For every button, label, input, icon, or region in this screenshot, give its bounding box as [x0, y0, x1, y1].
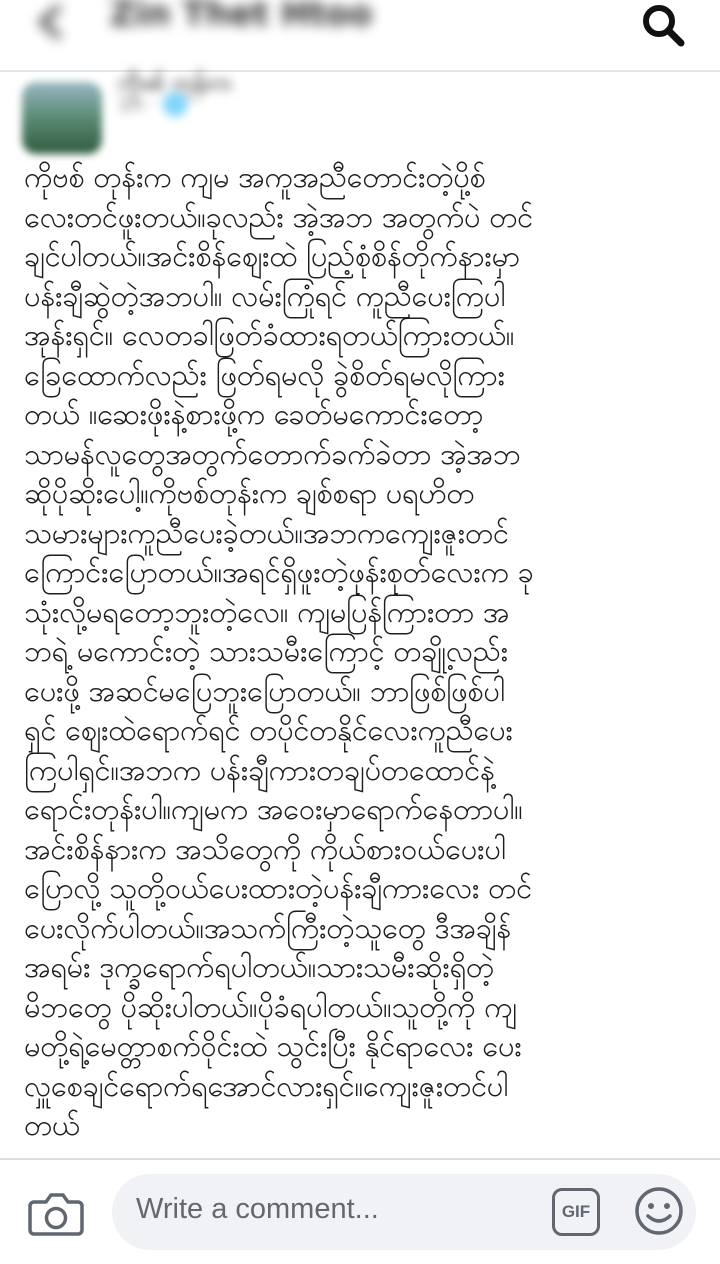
- gif-button[interactable]: GIF: [552, 1188, 600, 1236]
- avatar[interactable]: [22, 82, 102, 154]
- emoji-icon[interactable]: [632, 1184, 686, 1238]
- post-author[interactable]: ကိုဖစ် တုန်းက: [118, 71, 233, 96]
- post-body-text: ကိုဗစ် တုန်းက ကျမ အကူအညီတောင်းတဲ့ပို့စ် လေးတင်ဖူးတယ်။ခုလည်း အဲ့အဘ အတွက်ပဲ တင် ချင်ပါတယ်။အင်းစိန်ဈေးထဲ ပြည့်စုံစိန်တိုက်နားမှာ ပန်းချီဆွဲတဲ့အဘပါ။ လမ်းကြုံရင် ကူညီပေးကြပါ အုန်းရှင်။ လေတခါဖြတ်ခံထားရတယ်ကြားတယ်။ ခြေထောက်လည်း ဖြတ်ရမလို ခွဲစိတ်ရမလိုကြား တယ် ။ဆေးဖိုးနဲ့စားဖို့က ခေတ်မကောင်းတော့ သာမန်လူတွေအတွက်တောက်ခက်ခဲတာ အဲ့အဘ ဆိုပိုဆိုးပေါ့။ကိုဗစ်တုန်းက ချစ်စရာ ပရဟိတ သမားများကူညီပေးခဲ့တယ်။အဘကကျေးဇူးတင် ကြောင်းပြောတယ်။အရင်ရှိဖူးတဲ့ဖုန်းစုတ်လေးက ခု သုံးလို့မရတော့ဘူးတဲ့လေ။ ကျမပြန်ကြားတာ အ ဘရဲ့ မကောင်းတဲ့ သားသမီးကြောင့် တချို့လည်း ပေးဖို့ အဆင်မပြေဘူးပြောတယ်။ ဘာဖြစ်ဖြစ်ပါ ရှင် ဈေးထဲရောက်ရင် တပိုင်တနိုင်လေးကူညီပေး ကြပါရှင်။အဘက ပန်းချီကားတချပ်တထောင်နဲ့ ရောင်းတုန်းပါ။ကျမက အဝေးမှာရောက်နေတာပါ။ အင်းစိန်နားက အသိတွေကို ကိုယ်စားဝယ်ပေးပါ ပြောလို့ သူတို့ဝယ်ပေးထားတဲ့ပန်းချီကားလေး တင် ပေးလိုက်ပါတယ်။အသက်ကြီးတဲ့သူတွေ ဒီအချိန် အရမ်း ဒုက္ခရောက်ရပါတယ်။သားသမီးဆိုးရှိတဲ့ မိဘတွေ ပိုဆိုးပါတယ်။ပိုခံရပါတယ်။သူတို့ကို ကျ မတို့ရဲ့မေတ္တာစက်ဝိုင်းထဲ သွင်းပြီး နိုင်ရာလေး ပေး လှူစေချင်ရောက်ရအောင်လားရှင်။ကျေးဇူးတင်ပါ တယ်: [24, 160, 534, 1142]
- camera-icon[interactable]: [28, 1190, 84, 1238]
- post-meta: 1h · 🌐: [118, 92, 188, 116]
- top-bar: [0, 0, 720, 72]
- comment-bar: [0, 1158, 720, 1264]
- comment-input[interactable]: [112, 1174, 696, 1250]
- post-header: [0, 72, 720, 152]
- search-icon[interactable]: [640, 2, 686, 48]
- page-title: Zin Thet Htoo: [110, 0, 373, 34]
- comment-placeholder: Write a comment...: [136, 1193, 379, 1225]
- back-arrow-icon[interactable]: [30, 2, 70, 42]
